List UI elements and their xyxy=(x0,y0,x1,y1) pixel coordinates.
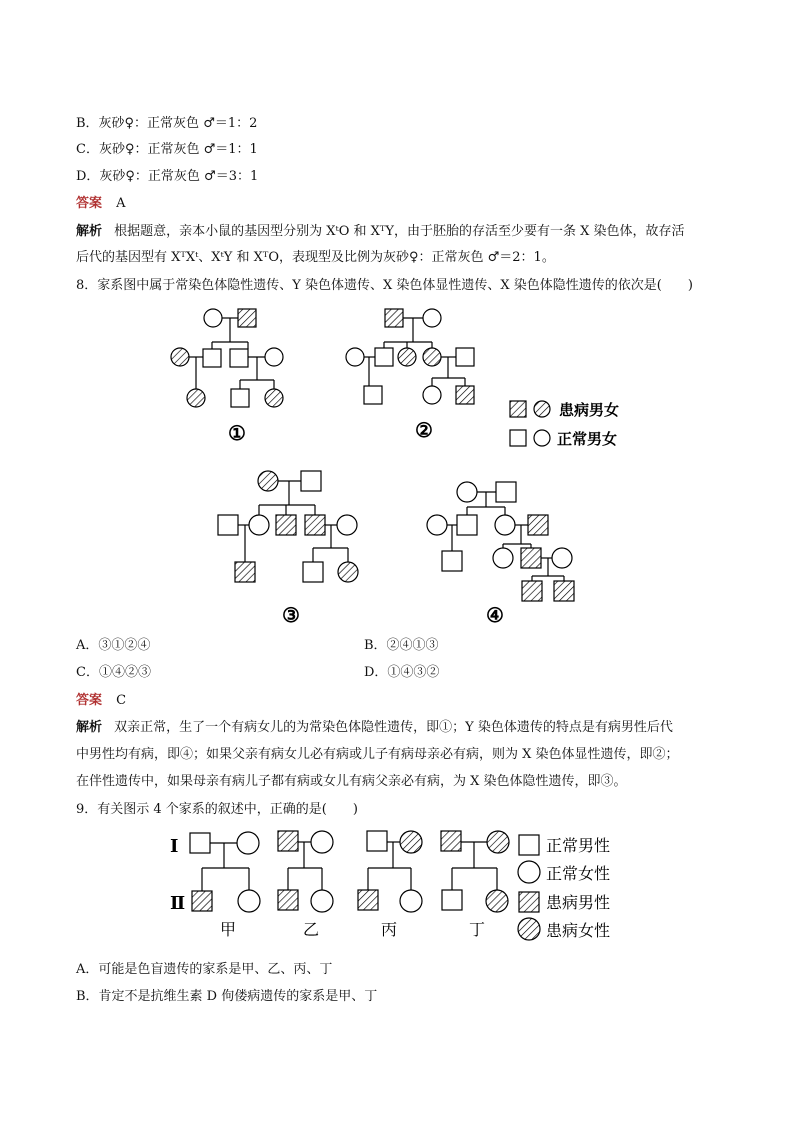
q7-option-d: D．灰砂♀：正常灰色 ♂＝3：1 xyxy=(76,169,259,184)
pedigree-2 xyxy=(346,309,474,404)
legend-normal-female-label: 正常女性 xyxy=(546,864,611,883)
q8-analysis-line3: 在伴性遗传中，如果母亲有病儿子都有病或女儿有病父亲必有病，为 X 染色体隐性遗传，即③。 xyxy=(76,774,627,789)
q8-legend xyxy=(510,401,550,446)
q8-option-c: C．①④②③ xyxy=(76,665,151,680)
legend-affected-label: 患病男女 xyxy=(559,401,620,419)
q7-option-c: C．灰砂♀：正常灰色 ♂＝1：1 xyxy=(76,142,258,157)
q7-answer xyxy=(76,195,126,213)
family-label-bing: 丙 xyxy=(381,920,398,939)
pedigree-4 xyxy=(427,482,574,601)
q8-pedigree-figure xyxy=(150,300,650,635)
answer-label: 答案 xyxy=(76,693,103,708)
q8-answer xyxy=(76,692,126,710)
pedigree-label-4: ④ xyxy=(486,603,504,627)
answer-label: 答案 xyxy=(76,196,103,211)
family-yi xyxy=(278,831,333,912)
q8-analysis-line2: 中男性均有病，即④；如果父亲有病女儿必有病或儿子有病母亲必有病，则为 X 染色体显性遗传，即②； xyxy=(76,747,679,762)
legend-affected-female-label: 患病女性 xyxy=(546,921,611,940)
q9-stem: 9．有关图示 4 个家系的叙述中，正确的是( ) xyxy=(76,802,358,817)
generation-2-label: Ⅱ xyxy=(170,893,186,914)
answer-value: A xyxy=(116,196,126,211)
family-bing xyxy=(358,831,422,912)
family-ding xyxy=(441,831,509,912)
q9-option-b: B．肯定不是抗维生素 D 佝偻病遗传的家系是甲、丁 xyxy=(76,989,378,1004)
q9-option-a: A．可能是色盲遗传的家系是甲、乙、丙、丁 xyxy=(76,962,333,977)
family-jia xyxy=(190,832,260,912)
pedigree-3 xyxy=(218,471,358,582)
analysis-label: 解析 xyxy=(76,224,103,239)
analysis-label: 解析 xyxy=(76,720,103,735)
generation-1-label: Ⅰ xyxy=(170,836,179,857)
analysis-text: 根据题意，亲本小鼠的基因型分别为 XᵗO 和 XᵀY，由于胚胎的存活至少要有一条 X 染色体，故存活 xyxy=(114,224,685,239)
family-label-yi: 乙 xyxy=(303,920,320,939)
q7-option-b: B．灰砂♀：正常灰色 ♂＝1：2 xyxy=(76,116,258,131)
q9-legend xyxy=(518,835,540,940)
legend-normal-male-label: 正常男性 xyxy=(546,836,611,855)
q8-stem: 8．家系图中属于常染色体隐性遗传、Y 染色体遗传、X 染色体显性遗传、X 染色体隐性遗传的依次是( ) xyxy=(76,278,693,293)
answer-value: C xyxy=(116,693,127,708)
q8-option-a: A．③①②④ xyxy=(76,638,151,653)
q8-option-b: B．②④①③ xyxy=(364,638,439,653)
family-label-ding: 丁 xyxy=(469,920,486,939)
legend-affected-male-label: 患病男性 xyxy=(546,893,611,912)
q8-option-d: D．①④③② xyxy=(364,665,440,680)
legend-normal-label: 正常男女 xyxy=(557,430,618,448)
pedigree-label-2: ② xyxy=(415,418,433,442)
q9-pedigree-figure xyxy=(160,820,640,950)
analysis-text: 双亲正常，生了一个有病女儿的为常染色体隐性遗传，即①；Y 染色体遗传的特点是有病男性后代 xyxy=(114,720,673,735)
pedigree-1 xyxy=(171,309,283,407)
pedigree-label-3: ③ xyxy=(282,603,300,627)
pedigree-label-1: ① xyxy=(228,421,246,445)
q7-analysis-line1 xyxy=(76,223,685,241)
q8-analysis-line1 xyxy=(76,719,673,737)
family-label-jia: 甲 xyxy=(220,920,237,939)
q7-analysis-line2: 后代的基因型有 XᵀXᵗ、XᵗY 和 XᵀO，表现型及比例为灰砂♀：正常灰色 ♂＝2：1。 xyxy=(76,250,555,265)
